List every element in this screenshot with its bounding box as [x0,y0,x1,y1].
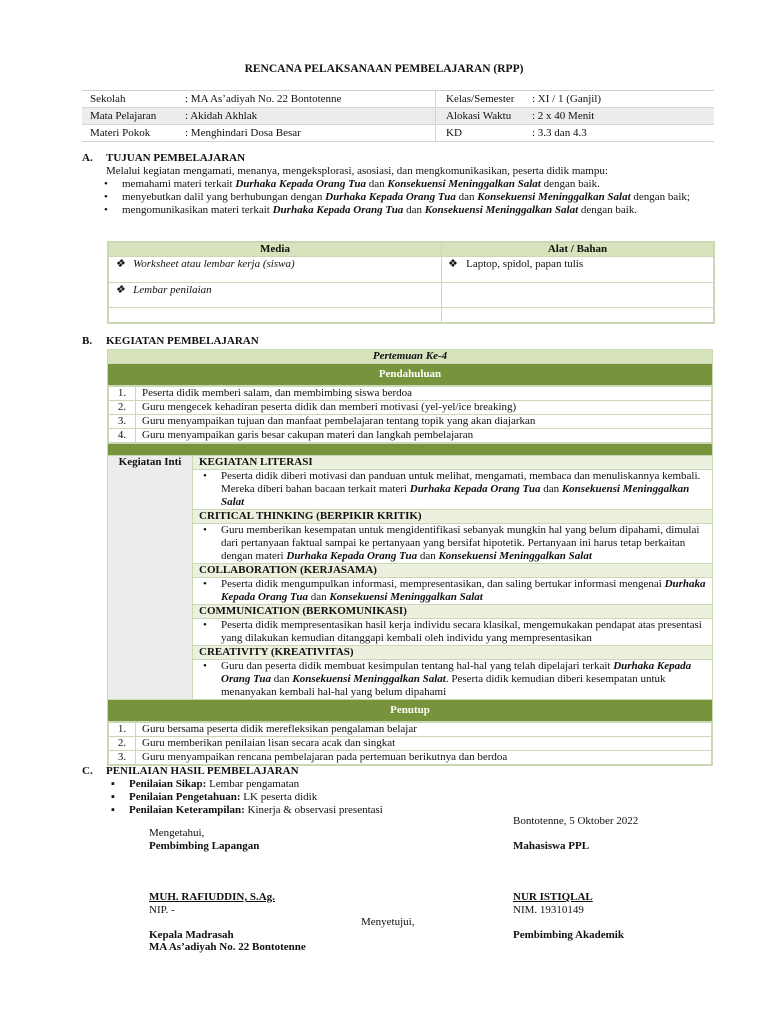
section-title: KEGIATAN PEMBELAJARAN [106,335,259,347]
section-a-heading [82,152,682,165]
tools-cell [442,283,714,308]
mahasiswa-ppl: Mahasiswa PPL [513,840,590,852]
media-table [107,241,715,324]
name-left: MUH. RAFIUDDIN, S.Ag. [149,891,275,903]
info-label: Materi Pokok [90,126,151,139]
document-title: RENCANA PELAKSANAAN PEMBELAJARAN (RPP) [244,63,524,75]
tools-cell: ❖ Laptop, spidol, papan tulis [442,257,714,283]
name-right: NUR ISTIQLAL [513,891,593,903]
assessment-list [107,778,607,817]
pembimbing-lapangan: Pembimbing Lapangan [149,840,260,852]
info-value: : XI / 1 (Ganjil) [532,92,602,105]
table-row: 2. Guru mengecek kehadiran peserta didik dan memberi motivasi (yel-yel/ice breaking) [109,401,712,415]
creat-heading: CREATIVITY (KREATIVITAS) [193,646,713,660]
table-row: 3. Guru menyampaikan rencana pembelajaran pada pertemuan berikutnya dan berdoa [109,751,712,765]
pembimbing-akademik: Pembimbing Akademik [513,929,624,941]
tools-header: Alat / Bahan [442,243,714,257]
comm-body: • Peserta didik mempresentasikan hasil kerja individu secara klasikal, mengemukakan pendapat atas presentasi yang dilakukan kemudian ditanggapi kembali oleh individu yang mempresentasikan [193,619,713,646]
info-label: KD [435,125,532,141]
info-value: : Menghindari Dosa Besar [185,126,301,139]
info-value: : MA As’adiyah No. 22 Bontotenne [185,92,342,105]
list-item: ▪ Penilaian Keterampilan: Kinerja & observasi presentasi [107,804,607,817]
penutup-header: Penutup [108,700,713,722]
info-label: Mata Pelajaran [90,109,157,122]
list-item: ▪ Penilaian Pengetahuan: LK peserta didik [107,791,607,804]
tools-cell [442,308,714,323]
section-title: TUJUAN PEMBELAJARAN [106,152,246,164]
table-row: 1. Guru bersama peserta didik merefleksikan pengalaman belajar [109,723,712,737]
goals-list [100,178,690,217]
comm-heading: COMMUNICATION (BERKOMUNIKASI) [193,605,713,619]
critical-heading: CRITICAL THINKING (BERPIKIR KRITIK) [193,510,713,524]
list-item: • memahami materi terkait Durhaka Kepada Orang Tua dan Konsekuensi Meninggalkan Salat dengan baik. [100,178,690,191]
madrasah-name: MA As’adiyah No. 22 Bontotenne [149,941,306,953]
info-table [82,90,714,142]
activity-table [107,349,713,766]
section-number: C. [82,765,93,777]
info-row [82,108,714,125]
list-item: • menyebutkan dalil yang berhubungan dengan Durhaka Kepada Orang Tua dan Konsekuensi Meninggalkan Salat dengan baik; [100,191,690,204]
table-row: 1. Peserta didik memberi salam, dan membimbing siswa berdoa [109,387,712,401]
place-date: Bontotenne, 5 Oktober 2022 [513,815,639,827]
section-a-intro: Melalui kegiatan mengamati, menanya, mengeksplorasi, asosiasi, dan mengkomunikasikan, peserta didik mampu: [106,165,608,177]
literasi-body: • Peserta didik diberi motivasi dan panduan untuk melihat, mengamati, membaca dan menuliskannya kembali. Mereka diberi bahan bacaan terkait materi Durhaka Kepada Orang Tua dan Konsekuensi Meninggalkan Salat [193,470,713,510]
collab-body: • Peserta didik mengumpulkan informasi, mempresentasikan, dan saling bertukar informasi mengenai Durhaka Kepada Orang Tua dan Konsekuensi Meninggalkan Salat [193,578,713,605]
meeting-header: Pertemuan Ke-4 [108,350,713,364]
table-row: 2. Guru memberikan penilaian lisan secara acak dan singkat [109,737,712,751]
pendahuluan-header: Pendahuluan [108,364,713,386]
section-c-heading [82,765,682,778]
section-number: A. [82,152,93,164]
section-title: PENILAIAN HASIL PEMBELAJARAN [106,765,299,777]
table-row: 3. Guru menyampaikan tujuan dan manfaat pembelajaran tentang topik yang akan diajarkan [109,415,712,429]
info-label: Sekolah [90,92,126,105]
section-number: B. [82,335,93,347]
mengetahui: Mengetahui, [149,827,205,839]
menyetujui: Menyetujui, [361,916,415,928]
media-cell: ❖ Worksheet atau lembar kerja (siswa) [109,257,442,283]
list-item: ▪ Penilaian Sikap: Lembar pengamatan [107,778,607,791]
divider-bar [108,444,713,456]
media-header: Media [109,243,442,257]
nip-left: NIP. - [149,904,175,916]
collab-heading: COLLABORATION (KERJASAMA) [193,564,713,578]
table-row: 4. Guru menyampaikan garis besar cakupan materi dan langkah pembelajaran [109,429,712,443]
info-value: : 2 x 40 Menit [532,109,595,122]
media-cell [109,308,442,323]
section-b-heading [82,335,682,348]
literasi-heading: KEGIATAN LITERASI [193,456,713,470]
kepala-madrasah: Kepala Madrasah [149,929,234,941]
kegiatan-inti-label: Kegiatan Inti [108,456,193,700]
info-row [82,125,714,142]
info-label: Kelas/Semester [435,91,532,107]
list-item: • mengomunikasikan materi terkait Durhaka Kepada Orang Tua dan Konsekuensi Meninggalkan Salat dengan baik. [100,204,690,217]
info-label: Alokasi Waktu [435,108,532,124]
creat-body: • Guru dan peserta didik membuat kesimpulan tentang hal-hal yang telah dipelajari terkait Durhaka Kepada Orang Tua dan Konsekuensi Meninggalkan Salat. Peserta didik kemudian diberi kesempatan untuk menanyakan kembali hal-hal yang belum dipahami [193,660,713,700]
info-value: : Akidah Akhlak [185,109,258,122]
info-value: : 3.3 dan 4.3 [532,126,587,139]
critical-body: • Guru memberikan kesempatan untuk mengidentifikasi sebanyak mungkin hal yang belum dipahami, dimulai dari pertanyaan faktual sampai ke pertanyaan yang bersifat hipotetik. Pertanyaan ini harus tetap berkaitan dengan materi Durhaka Kepada Orang Tua dan Konsekuensi Meninggalkan Salat [193,524,713,564]
media-cell: ❖ Lembar penilaian [109,283,442,308]
info-row [82,91,714,108]
nim-right: NIM. 19310149 [513,904,584,916]
